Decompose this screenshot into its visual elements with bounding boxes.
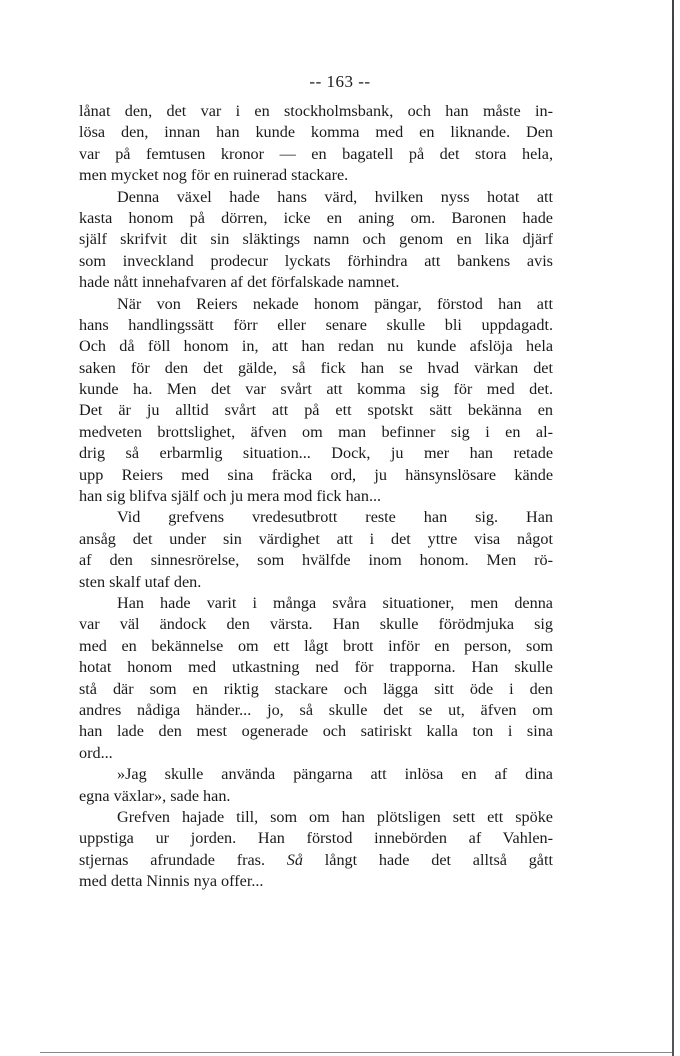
text-line: Det är ju alltid svårt att på ett spotskt sätt bekänna en (79, 401, 553, 420)
page-edge-bottom (40, 1052, 672, 1053)
text-line: stå där som en riktig stackare och lägga sitt öde i den (79, 679, 553, 698)
text-line: hans handlingssätt förr eller senare skulle bli uppdagadt. (79, 315, 553, 334)
text-line: lånat den, det var i en stockholmsbank, och han måste in- (79, 102, 553, 120)
text-line: af den sinnesrörelse, som hvälfde inom honom. Men rö- (79, 551, 553, 570)
text-line: När von Reiers nekade honom pängar, förstod han att (117, 294, 553, 313)
text-line: stjernas afrundade fras. Så långt hade det alltså gått (79, 850, 553, 869)
text-line: hade nått innehafvaren af det förfalskade namnet. (79, 273, 400, 292)
text-line: med en bekännelse om ett lågt brott inför en person, som (79, 636, 553, 655)
text-line: kasta honom på dörren, icke en aning om. Baronen hade (79, 208, 553, 227)
text-line: Denna växel hade hans värd, hvilken nyss hotat att (117, 187, 553, 206)
text-line: upp Reiers med sina fräcka ord, ju hänsynslösare kände (79, 465, 553, 484)
text-line: som inveckland prodecur lyckats förhindra att bankens avis (79, 251, 553, 270)
text-line: Han hade varit i många svåra situationer, men denna (117, 593, 553, 612)
body-text (79, 101, 553, 892)
text-line: själf skrifvit dit sin släktings namn och genom en lika djärf (79, 230, 553, 249)
text-line: var väl ändock den värsta. Han skulle förödmjuka sig (79, 615, 553, 634)
text-line: ord... (79, 743, 113, 762)
text-line: Vid grefvens vredesutbrott reste han sig. Han (117, 508, 553, 527)
text-line: Och då föll honom in, att han redan nu kunde afslöja hela (79, 337, 553, 356)
text-line: uppstiga ur jorden. Han förstod innebörden af Vahlen- (79, 829, 553, 848)
page-edge (672, 0, 674, 1056)
text-line: medveten brottslighet, äfven om man befinner sig i en al- (79, 422, 553, 441)
text-line: drig så erbarmlig situation... Dock, ju mer han retade (79, 444, 553, 463)
text-line: »Jag skulle använda pängarna att inlösa en af dina (117, 765, 553, 784)
page-number: -- 163 -- (309, 72, 371, 91)
text-line: med detta Ninnis nya offer... (79, 872, 264, 891)
text-line: saken för den det gälde, så fick han se hvad värkan det (79, 358, 553, 377)
text-line: lösa den, innan han kunde komma med en liknande. Den (79, 123, 553, 142)
text-line: hotat honom med utkastning ned för trapporna. Han skulle (79, 658, 553, 677)
text-line: sten skalf utaf den. (79, 572, 202, 591)
text-line: han lade den mest ogenerade och satiriskt kalla ton i sina (79, 722, 553, 741)
text-line: andres nådiga händer... jo, så skulle det se ut, äfven om (79, 700, 553, 719)
text-line: egna växlar», sade han. (79, 786, 231, 805)
text-line: kunde ha. Men det var svårt att komma sig för med det. (79, 380, 553, 399)
text-line: men mycket nog för en ruinerad stackare. (79, 166, 349, 185)
text-line: Grefven hajade till, som om han plötsligen sett ett spöke (117, 807, 553, 826)
text-line: var på femtusen kronor — en bagatell på det stora hela, (79, 144, 553, 163)
text-line: han sig blifva själf och ju mera mod fick han... (79, 487, 382, 506)
text-line: ansåg det under sin värdighet att i det yttre visa något (79, 529, 553, 548)
